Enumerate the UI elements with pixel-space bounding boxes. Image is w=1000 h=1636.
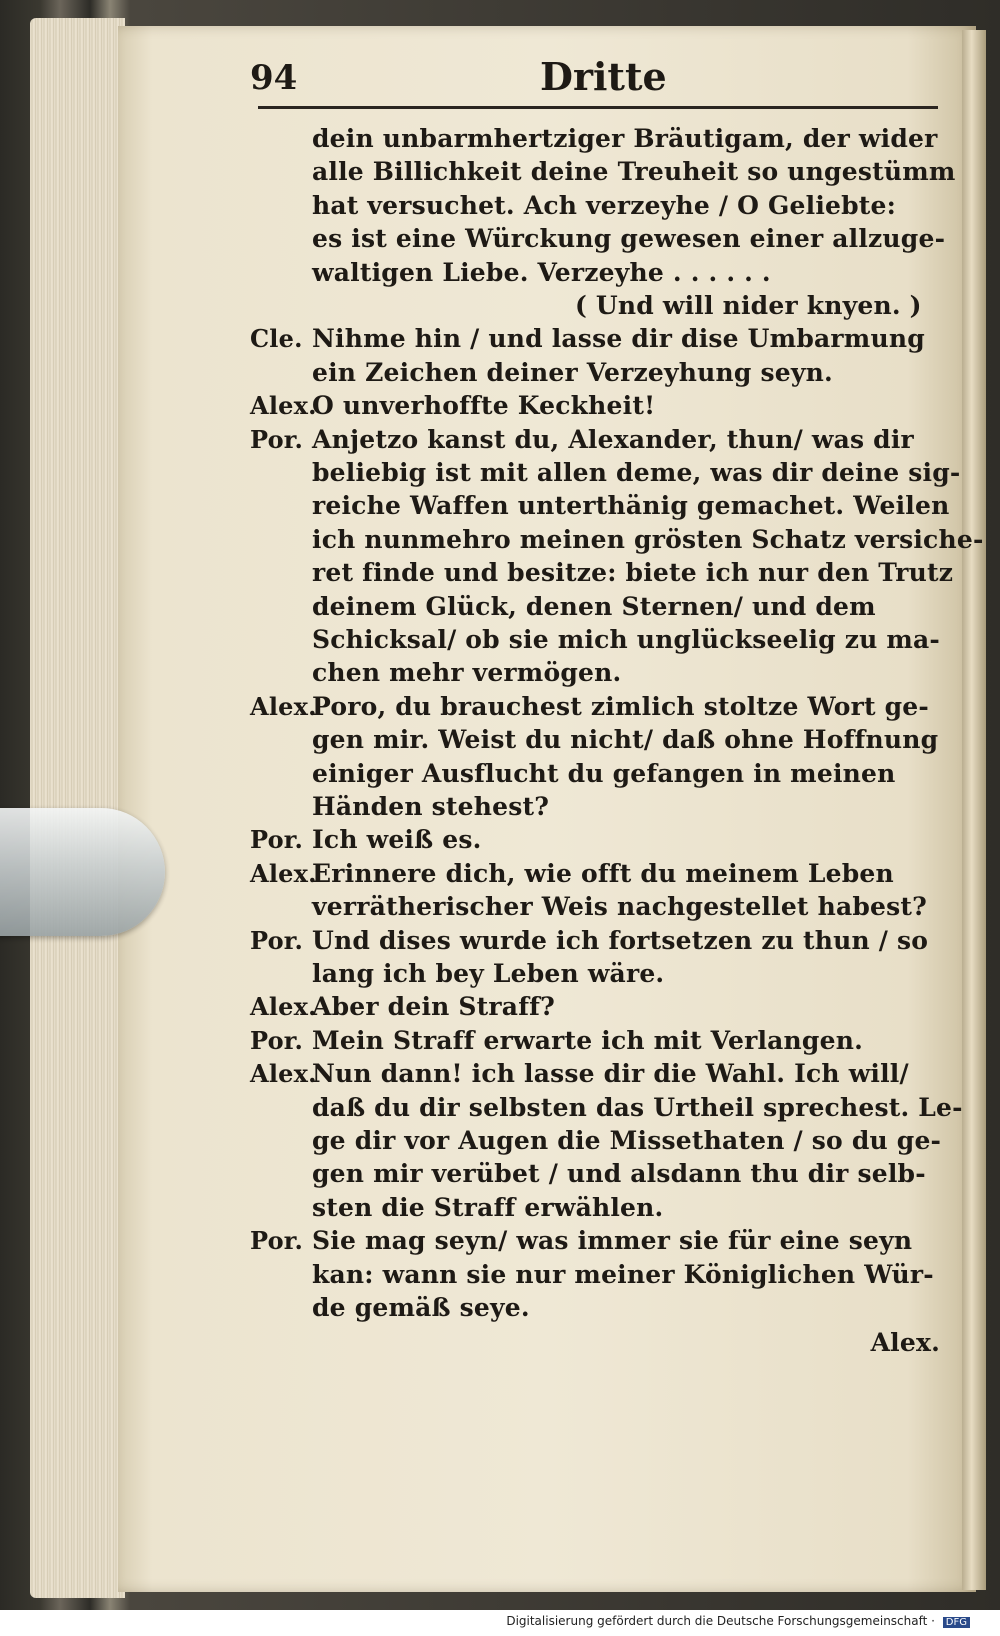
text-line: Erinnere dich, wie offt du meinem Leben	[312, 858, 894, 888]
text-line: daß du dir selbsten das Urtheil sprechest. Le-	[312, 1092, 963, 1122]
speaker-label: Alex.	[250, 992, 317, 1022]
text-line: einiger Ausflucht du gefangen in meinen	[312, 758, 896, 788]
text-line: alle Billichkeit deine Treuheit so ungestümm	[312, 157, 956, 187]
running-head: Dritte	[540, 54, 667, 99]
text-line: Nun dann! ich lasse dir die Wahl. Ich will/	[312, 1059, 909, 1089]
page-header	[250, 50, 950, 110]
text-line: Mein Straff erwarte ich mit Verlangen.	[312, 1025, 863, 1055]
speaker-label: Por.	[250, 825, 304, 855]
footer-text: Digitalisierung gefördert durch die Deutsche Forschungsgemeinschaft ·	[506, 1614, 935, 1628]
text-line: gen mir verübet / und alsdann thu dir selb-	[312, 1159, 926, 1189]
text-line: ich nunmehro meinen grösten Schatz versiche-	[312, 524, 984, 554]
speaker-label: Por.	[250, 925, 304, 955]
dfg-logo: DFG	[943, 1617, 970, 1628]
text-line: beliebig ist mit allen deme, was dir deine sig-	[312, 458, 961, 487]
text-line: hat versuchet. Ach verzeyhe / O Geliebte:	[312, 190, 897, 220]
speaker-label: Por.	[250, 424, 304, 454]
text-line: O unverhoffte Keckheit!	[312, 391, 656, 421]
text-line: lang ich bey Leben wäre.	[312, 959, 665, 988]
text-line: sten die Straff erwählen.	[312, 1192, 664, 1222]
text-line: verrätherischer Weis nachgestellet habest?	[312, 892, 928, 922]
text-line: deinem Glück, denen Sternen/ und dem	[312, 591, 876, 621]
text-line: Schicksal/ ob sie mich unglückseelig zu ma-	[312, 625, 941, 654]
text-line: Händen stehest?	[312, 792, 550, 821]
page-right-edge	[962, 30, 986, 1590]
page-number: 94	[250, 58, 298, 98]
text-line: Anjetzo kanst du, Alexander, thun/ was dir	[312, 424, 914, 454]
text-line: Nihme hin / und lasse dir dise Umbarmung	[312, 324, 925, 354]
footer-credit	[506, 1614, 970, 1628]
text-line: Aber dein Straff?	[312, 992, 555, 1022]
speaker-label: Alex.	[250, 691, 317, 721]
speaker-label: Alex.	[250, 858, 317, 888]
text-line: de gemäß seye.	[312, 1293, 530, 1322]
speaker-label: Por.	[250, 1025, 304, 1055]
text-line: ret finde und besitze: biete ich nur den Trutz	[312, 558, 954, 588]
text-line: Sie mag seyn/ was immer sie für eine seyn	[312, 1226, 913, 1256]
text-line: kan: wann sie nur meiner Königlichen Wür-	[312, 1259, 934, 1289]
speaker-label: Cle.	[250, 324, 303, 354]
scanner-clamp	[0, 808, 165, 936]
speaker-label: Por.	[250, 1226, 304, 1256]
catchword: Alex.	[870, 1328, 940, 1358]
text-line: gen mir. Weist du nicht/ daß ohne Hoffnung	[312, 725, 939, 755]
text-line: ge dir vor Augen die Missethaten / so du ge-	[312, 1126, 942, 1155]
text-line: Ich weiß es.	[312, 825, 482, 855]
text-line: Poro, du brauchest zimlich stoltze Wort ge-	[312, 691, 929, 721]
text-line: ein Zeichen deiner Verzeyhung seyn.	[312, 357, 833, 387]
text-line: dein unbarmhertziger Bräutigam, der wider	[312, 124, 938, 153]
text-line: waltigen Liebe. Verzeyhe . . . . . .	[312, 257, 771, 287]
text-line: reiche Waffen unterthänig gemachet. Weilen	[312, 491, 950, 521]
stage-direction: ( Und will nider knyen. )	[575, 291, 922, 320]
speaker-label: Alex.	[250, 391, 317, 421]
text-line: es ist eine Würckung gewesen einer allzuge-	[312, 224, 946, 254]
text-line: Und dises wurde ich fortsetzen zu thun / so	[312, 925, 929, 955]
speaker-label: Alex.	[250, 1059, 317, 1089]
text-line: chen mehr vermögen.	[312, 658, 622, 688]
